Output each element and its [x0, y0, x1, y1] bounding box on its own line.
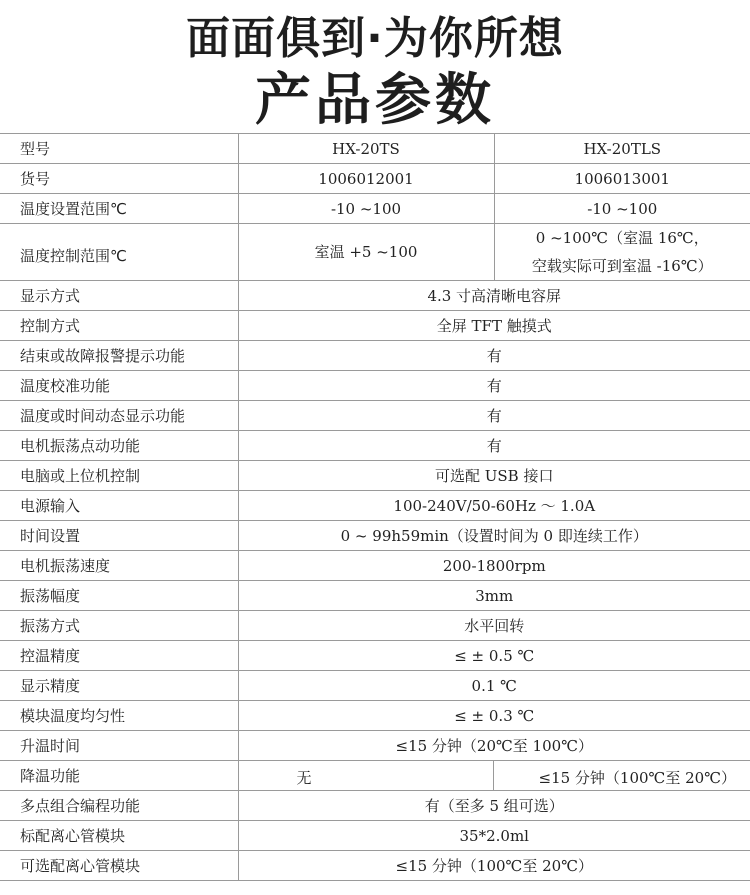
model-b: HX-20TLS: [494, 134, 750, 164]
row-value: 有: [238, 371, 750, 401]
table-row: [0, 641, 750, 671]
sku-b: 1006013001: [494, 164, 750, 194]
table-row: [0, 224, 750, 281]
row-label: 多点组合编程功能: [0, 791, 238, 821]
row-label: 结束或故障报警提示功能: [0, 341, 238, 371]
cooling-b: ≤15 分钟（100℃至 20℃）: [538, 769, 736, 787]
row-label: 电机振荡点动功能: [0, 431, 238, 461]
row-value: 水平回转: [238, 611, 750, 641]
temp-ctrl-range-b-line2: 空载实际可到室温 -16℃）: [531, 257, 713, 275]
row-label: 温度校准功能: [0, 371, 238, 401]
row-label: 控温精度: [0, 641, 238, 671]
row-value: 有（至多 5 组可选）: [238, 791, 750, 821]
table-row: [0, 791, 750, 821]
header: [0, 0, 750, 133]
row-value: 0.1 ℃: [238, 671, 750, 701]
table-row: [0, 731, 750, 761]
row-label: 电脑或上位机控制: [0, 461, 238, 491]
table-row: [0, 461, 750, 491]
table-row: [0, 611, 750, 641]
row-label: 升温时间: [0, 731, 238, 761]
row-label: 货号: [0, 164, 238, 194]
sku-a: 1006012001: [238, 164, 494, 194]
table-row: [0, 341, 750, 371]
model-a: HX-20TS: [238, 134, 494, 164]
row-label: 振荡方式: [0, 611, 238, 641]
table-row: [0, 581, 750, 611]
row-label: 型号: [0, 134, 238, 164]
table-row: [0, 821, 750, 851]
table-row: [0, 521, 750, 551]
table-row: [0, 134, 750, 164]
table-row: [0, 281, 750, 311]
temp-ctrl-range-a: 室温 +5 ~100: [238, 224, 494, 281]
row-value: ≤15 分钟（100℃至 20℃）: [238, 851, 750, 881]
row-value: 全屏 TFT 触摸式: [238, 311, 750, 341]
row-label: 温度控制范围℃: [0, 224, 238, 281]
temp-ctrl-range-b-line1: 0 ~100℃（室温 16℃，: [535, 229, 709, 247]
table-row: [0, 371, 750, 401]
table-row: [0, 431, 750, 461]
row-label: 时间设置: [0, 521, 238, 551]
cooling-cell: [238, 761, 750, 791]
table-row: [0, 311, 750, 341]
row-label: 温度或时间动态显示功能: [0, 401, 238, 431]
row-label: 显示方式: [0, 281, 238, 311]
row-label: 控制方式: [0, 311, 238, 341]
row-value: 0 ~ 99h59min（设置时间为 0 即连续工作）: [238, 521, 750, 551]
table-row: [0, 164, 750, 194]
table-row: [0, 194, 750, 224]
page-title: 产品参数: [255, 68, 495, 133]
row-label: 可选配离心管模块: [0, 851, 238, 881]
row-value: ≤15 分钟（20℃至 100℃）: [238, 731, 750, 761]
row-label: 电源输入: [0, 491, 238, 521]
cooling-split: [239, 761, 750, 790]
spec-table: [0, 133, 750, 881]
table-row: [0, 851, 750, 881]
row-value: 有: [238, 401, 750, 431]
row-value: 200-1800rpm: [238, 551, 750, 581]
row-label: 振荡幅度: [0, 581, 238, 611]
cooling-a: 无: [296, 769, 312, 787]
row-value: 100-240V/50-60Hz ～ 1.0A: [238, 491, 750, 521]
temp-set-range-a: -10 ~100: [238, 194, 494, 224]
row-value: 可选配 USB 接口: [238, 461, 750, 491]
table-row: [0, 701, 750, 731]
row-value: 有: [238, 431, 750, 461]
table-row: [0, 401, 750, 431]
temp-ctrl-range-b: [494, 224, 750, 281]
table-row: [0, 551, 750, 581]
row-label: 温度设置范围℃: [0, 194, 238, 224]
table-row: [0, 671, 750, 701]
cooling-divider: [493, 760, 494, 791]
row-value: ≤ ± 0.5 ℃: [238, 641, 750, 671]
row-label: 降温功能: [0, 761, 238, 791]
temp-set-range-b: -10 ~100: [494, 194, 750, 224]
row-label: 标配离心管模块: [0, 821, 238, 851]
row-label: 电机振荡速度: [0, 551, 238, 581]
row-value: ≤ ± 0.3 ℃: [238, 701, 750, 731]
slogan: 面面俱到·为你所想: [186, 13, 564, 64]
row-value: 4.3 寸高清晰电容屏: [238, 281, 750, 311]
row-value: 有: [238, 341, 750, 371]
table-row: [0, 491, 750, 521]
row-label: 显示精度: [0, 671, 238, 701]
row-value: 35*2.0ml: [238, 821, 750, 851]
table-row: [0, 761, 750, 791]
row-value: 3mm: [238, 581, 750, 611]
row-label: 模块温度均匀性: [0, 701, 238, 731]
